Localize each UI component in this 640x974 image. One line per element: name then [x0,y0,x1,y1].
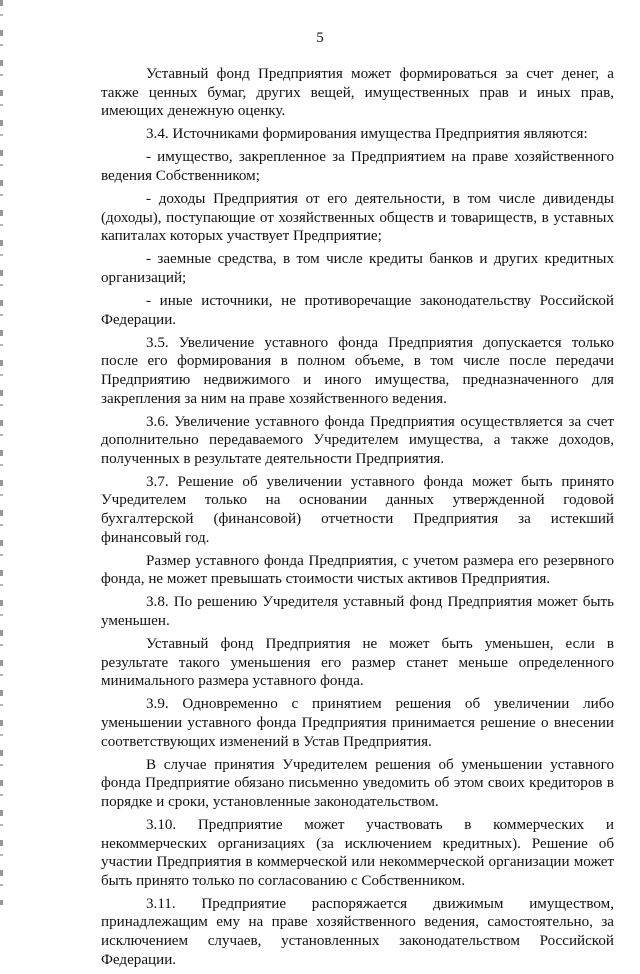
paragraph-fund-size-limit: Размер уставного фонда Предприятия, с учетом размера его резервного фонда, не может превышать стоимости чистых активов Предприятия. [101,552,614,588]
paragraph-reduction-limit: Уставный фонд Предприятия не может быть уменьшен, если в результате такого уменьшения его размер станет меньше определенного минимального размера уставного фонда. [101,636,614,690]
scan-edge-artifact [0,0,3,905]
paragraph-3-4: 3.4. Источниками формирования имущества Предприятия являются: [146,126,588,143]
paragraph-charter-fund-formation: Уставный фонд Предприятия может формироваться за счет денег, а также ценных бумаг, других вещей, имущественных прав и иных прав, имеющих денежную оценку. [101,66,614,120]
paragraph-3-10: 3.10. Предприятие может участвовать в коммерческих и некоммерческих организациях (за исключением кредитных). Решение об участии Предприятия в коммерческой или некоммерческой организации может быть принято только по согласованию с Собственником. [101,816,614,889]
paragraph-3-5: 3.5. Увеличение уставного фонда Предприятия допускается только после его формирования в полном объеме, в том числе после передачи Предприятию недвижимого и иного имущества, предназначенного для закрепления за ним на праве хозяйственного ведения. [101,334,614,407]
paragraph-3-6: 3.6. Увеличение уставного фонда Предприятия осуществляется за счет дополнительно передаваемого Учредителем имущества, а также доходов, полученных в результате деятельности Предприятия. [101,413,614,467]
paragraph-3-7: 3.7. Решение об увеличении уставного фонда может быть принято Учредителем только на основании данных утвержденной годовой бухгалтерской (финансовой) отчетности Предприятия за истекший финансовый год. [101,473,614,546]
list-item-income: - доходы Предприятия от его деятельности, в том числе дивиденды (доходы), поступающие от хозяйственных обществ и товариществ, в уставных капиталах которых участвует Предприятие; [101,191,614,245]
list-item-other-sources: - иные источники, не противоречащие законодательству Российской Федерации. [101,293,614,328]
list-item-property-assigned: - имущество, закрепленное за Предприятием на праве хозяйственного ведения Собственником; [101,149,614,184]
paragraph-3-11: 3.11. Предприятие распоряжается движимым имуществом, принадлежащим ему на праве хозяйственного ведения, самостоятельно, за исключением случаев, установленных законодательством Российской Федерации. [101,895,614,968]
list-item-borrowed-funds: - заемные средства, в том числе кредиты банков и других кредитных организаций; [101,251,614,286]
document-body [101,65,614,974]
paragraph-3-9: 3.9. Одновременно с принятием решения об увеличении либо уменьшении уставного фонда Предприятия принимается решение о внесении соответствующих изменений в Устав Предприятия. [101,696,614,750]
paragraph-creditor-notice: В случае принятия Учредителем решения об уменьшении уставного фонда Предприятие обязано письменно уведомить об этом своих кредиторов в порядке и сроки, установленные законодательством. [101,756,614,810]
paragraph-3-8: 3.8. По решению Учредителя уставный фонд Предприятия может быть уменьшен. [101,594,614,630]
page-number: 5 [316,30,324,46]
